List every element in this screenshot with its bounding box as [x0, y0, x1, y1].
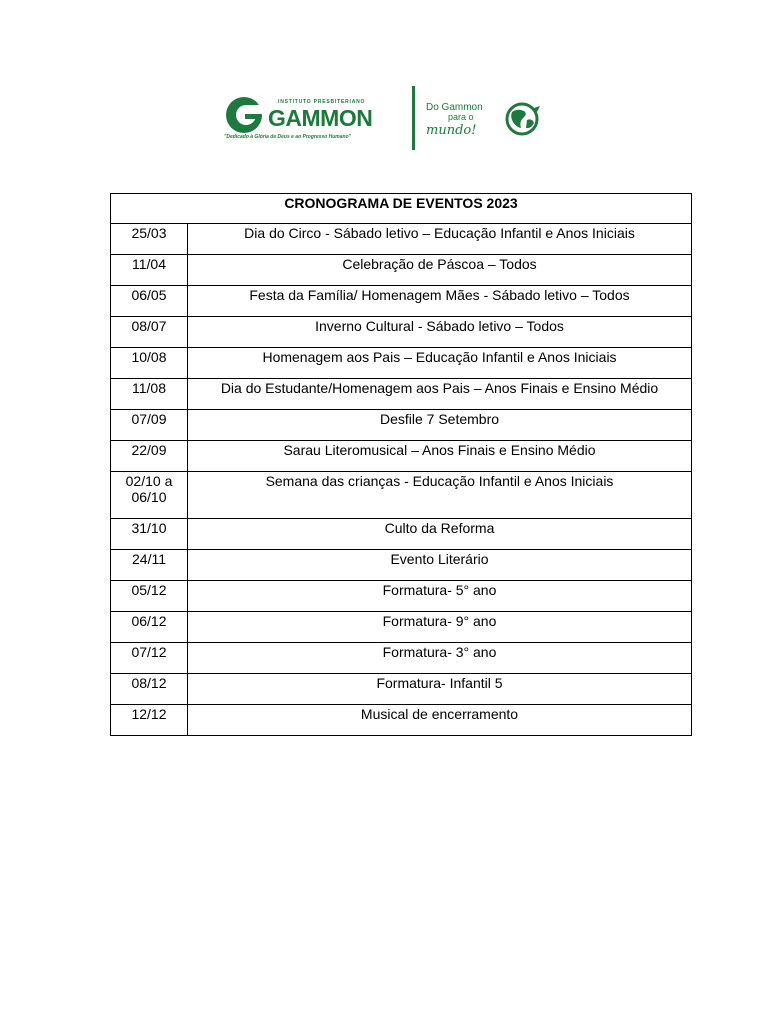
event-date: 05/12: [111, 581, 188, 612]
event-description: Dia do Estudante/Homenagem aos Pais – Anos Finais e Ensino Médio: [188, 379, 692, 410]
event-date: 06/12: [111, 612, 188, 643]
event-description: Inverno Cultural - Sábado letivo – Todos: [188, 317, 692, 348]
event-date: 12/12: [111, 705, 188, 736]
table-row: [111, 581, 692, 612]
gammon-logo: [222, 94, 392, 140]
event-description: Celebração de Páscoa – Todos: [188, 255, 692, 286]
table-row: [111, 317, 692, 348]
table-row: [111, 410, 692, 441]
event-description: Desfile 7 Setembro: [188, 410, 692, 441]
event-date: 11/08: [111, 379, 188, 410]
event-description: Evento Literário: [188, 550, 692, 581]
schedule-table-wrap: [110, 193, 691, 736]
event-description: Formatura- 9° ano: [188, 612, 692, 643]
slogan-line2: para o: [448, 112, 474, 122]
table-row: [111, 705, 692, 736]
header-logos: [222, 84, 546, 154]
event-description: Formatura- 5° ano: [188, 581, 692, 612]
event-description: Homenagem aos Pais – Educação Infantil e Anos Iniciais: [188, 348, 692, 379]
table-row: [111, 472, 692, 519]
table-row: [111, 612, 692, 643]
event-date: 31/10: [111, 519, 188, 550]
event-description: Dia do Circo - Sábado letivo – Educação Infantil e Anos Iniciais: [188, 224, 692, 255]
event-description: Formatura- 3° ano: [188, 643, 692, 674]
event-description: Formatura- Infantil 5: [188, 674, 692, 705]
table-row: [111, 441, 692, 472]
table-row: [111, 379, 692, 410]
slogan-logo: [424, 98, 546, 138]
event-date: 08/12: [111, 674, 188, 705]
table-row: [111, 643, 692, 674]
event-description: Culto da Reforma: [188, 519, 692, 550]
event-date: 02/10 a 06/10: [111, 472, 188, 519]
event-date: 06/05: [111, 286, 188, 317]
table-row: [111, 286, 692, 317]
schedule-table: [110, 193, 692, 736]
table-row: [111, 348, 692, 379]
table-row: [111, 224, 692, 255]
event-description: Festa da Família/ Homenagem Mães - Sábado letivo – Todos: [188, 286, 692, 317]
event-description: Sarau Literomusical – Anos Finais e Ensino Médio: [188, 441, 692, 472]
table-title-row: [111, 194, 692, 224]
logo-divider: [412, 86, 415, 150]
table-row: [111, 550, 692, 581]
event-date: 07/09: [111, 410, 188, 441]
logo-motto: "Dedicado à Glória de Deus e ao Progresso Humano": [224, 134, 351, 140]
slogan-line3: mundo!: [426, 123, 477, 138]
event-description: Musical de encerramento: [188, 705, 692, 736]
gammon-g-icon: [226, 97, 262, 133]
logo-name: GAMMON: [268, 105, 373, 131]
event-date: 11/04: [111, 255, 188, 286]
event-date: 08/07: [111, 317, 188, 348]
table-row: [111, 674, 692, 705]
slogan-line1: Do Gammon: [426, 102, 483, 113]
globe-icon: [507, 104, 540, 134]
event-date: 10/08: [111, 348, 188, 379]
event-date: 24/11: [111, 550, 188, 581]
event-date: 22/09: [111, 441, 188, 472]
event-date: 07/12: [111, 643, 188, 674]
table-row: [111, 519, 692, 550]
schedule-title: CRONOGRAMA DE EVENTOS 2023: [111, 194, 692, 224]
event-date: 25/03: [111, 224, 188, 255]
event-description: Semana das crianças - Educação Infantil e Anos Iniciais: [188, 472, 692, 519]
schedule-body: [111, 224, 692, 736]
logo-institute-small: INSTITUTO PRESBITERIANO: [278, 99, 366, 105]
table-row: [111, 255, 692, 286]
